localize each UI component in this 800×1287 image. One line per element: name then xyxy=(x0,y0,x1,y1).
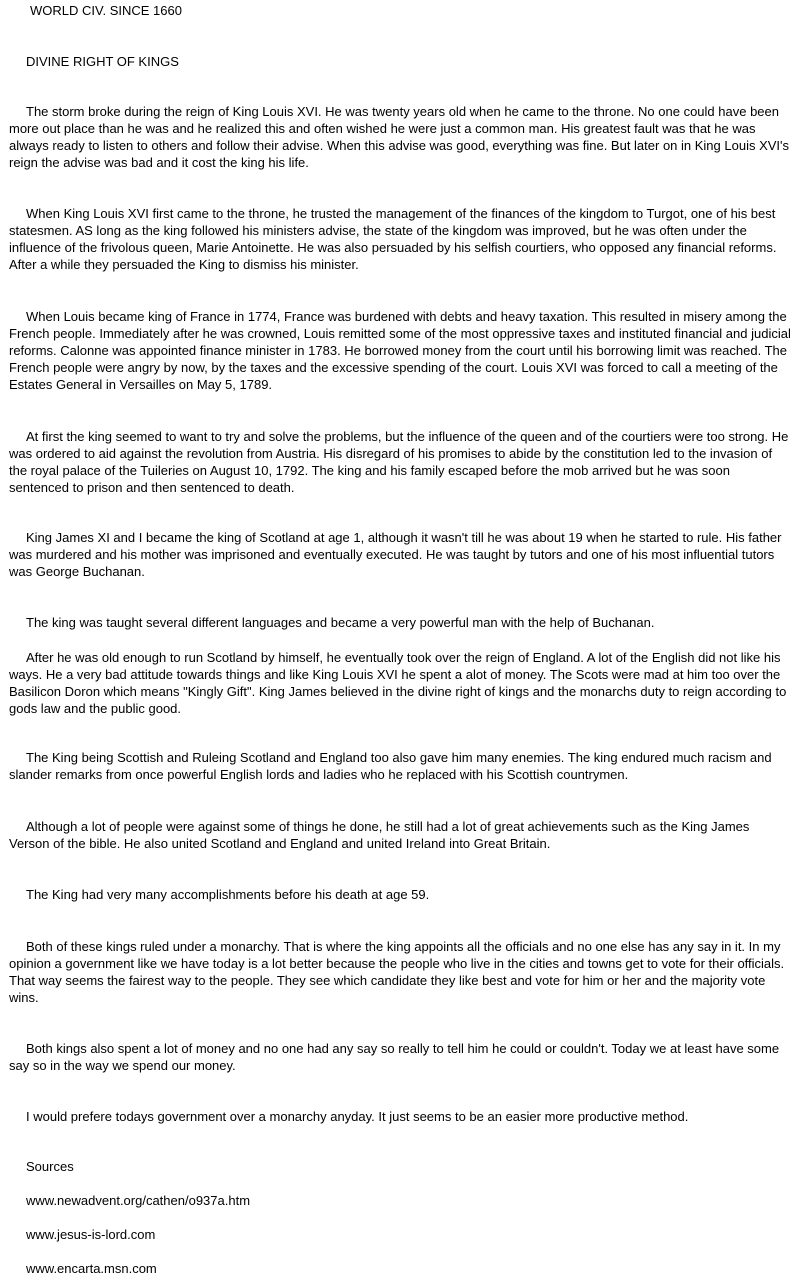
paragraph: The King being Scottish and Ruleing Scotland and England too also gave him many enemies. The king endured much racism and slander remarks from once powerful English lords and ladies who he replaced with his Scottish countrymen. xyxy=(9,750,772,782)
paragraph: The King had very many accomplishments before his death at age 59. xyxy=(26,887,430,902)
paragraph: Both kings also spent a lot of money and no one had any say so really to tell him he could or couldn't. Today we at least have some say so in the way we spend our money. xyxy=(9,1041,780,1073)
essay-title: DIVINE RIGHT OF KINGS xyxy=(26,54,179,69)
paragraph: At first the king seemed to want to try and solve the problems, but the influence of the queen and of the courtiers were too strong. He was ordered to aid against the revolution from Austria. His disregard of his promises to abide by the constitution led to the invasion of the royal palace of the Tuileries on August 10, 1792. The king and his family escaped before the mob arrived but he was soon sentenced to prison and then sentenced to death. xyxy=(9,429,789,495)
paragraph: The king was taught several different languages and became a very powerful man with the help of Buchanan. xyxy=(26,615,655,630)
source-item: www.jesus-is-lord.com xyxy=(26,1227,156,1242)
paragraph: The storm broke during the reign of King Louis XVI. He was twenty years old when he came to the throne. No one could have been more out place than he was and he realized this and often wished he were just a common man. His greatest fault was that he was always ready to listen to others and follow their advise. When this advise was good, everything was fine. But later on in King Louis XVI's reign the advise was bad and it cost the king his life. xyxy=(9,104,790,170)
paragraph: Both of these kings ruled under a monarchy. That is where the king appoints all the officials and no one else has any say in it. In my opinion a government like we have today is a lot better because the people who live in the cities and towns get to vote for their officials. That way seems the fairest way to the people. They see which candidate they like best and vote for him or her and the majority vote wins. xyxy=(9,939,785,1005)
sources-heading: Sources xyxy=(26,1159,74,1174)
paragraph: When King Louis XVI first came to the throne, he trusted the management of the finances of the kingdom to Turgot, one of his best statesmen. AS long as the king followed his ministers advise, the state of the kingdom was improved, but he was often under the influence of the frivolous queen, Marie Antoinette. He was also persuaded by his selfish courtiers, who opposed any financial reforms. After a while they persuaded the King to dismiss his minister. xyxy=(9,206,777,272)
paragraph: When Louis became king of France in 1774, France was burdened with debts and heavy taxation. This resulted in misery among the French people. Immediately after he was crowned, Louis remitted some of the most oppressive taxes and instituted financial and judicial reforms. Calonne was appointed finance minister in 1783. He borrowed money from the court until his borrowing limit was reached. The French people were angry by now, by the taxes and the excessive spending of the court. Louis XVI was forced to call a meeting of the Estates General in Versailles on May 5, 1789. xyxy=(9,309,791,392)
course-title: WORLD CIV. SINCE 1660 xyxy=(30,3,182,18)
paragraph: After he was old enough to run Scotland by himself, he eventually took over the reign of England. A lot of the English did not like his ways. He a very bad attitude towards things and like King Louis XVI he spent a alot of money. The Scots were mad at him too over the Basilicon Doron which means "Kingly Gift". King James believed in the divine right of kings and the monarchs duty to reign according to gods law and the public good. xyxy=(9,650,787,716)
paragraph: Although a lot of people were against some of things he done, he still had a lot of great achievements such as the King James Verson of the bible. He also united Scotland and England and united Ireland into Great Britain. xyxy=(9,819,750,851)
source-item: www.newadvent.org/cathen/o937a.htm xyxy=(26,1193,251,1208)
paragraph: I would prefere todays government over a monarchy anyday. It just seems to be an easier more productive method. xyxy=(26,1109,689,1124)
paragraph: King James XI and I became the king of Scotland at age 1, although it wasn't till he was about 19 when he started to rule. His father was murdered and his mother was imprisoned and eventually executed. He was taught by tutors and one of his most influential tutors was George Buchanan. xyxy=(9,530,782,579)
source-item: www.encarta.msn.com xyxy=(26,1261,157,1276)
